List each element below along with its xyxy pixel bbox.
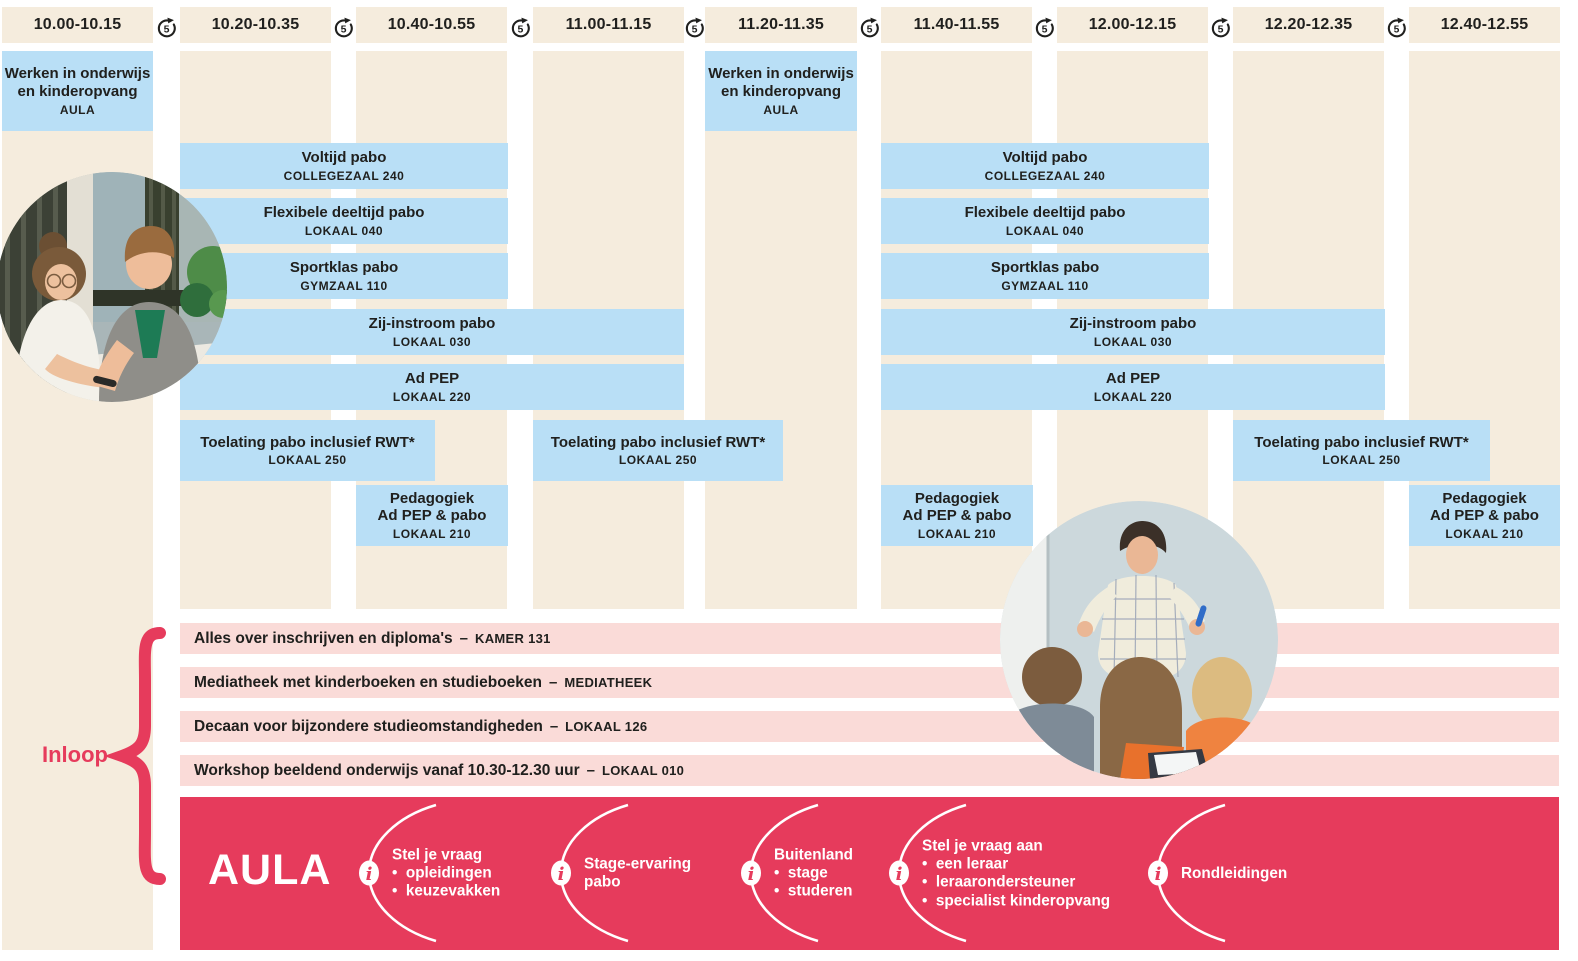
info-icon: i [365, 864, 373, 885]
students-photo [0, 172, 227, 402]
time-slot-label: 12.40-12.55 [1440, 16, 1529, 33]
session-block-werken-2 [705, 51, 857, 131]
rotate-5min-icon [509, 16, 532, 39]
dash-separator: – [549, 718, 559, 735]
time-slot-header [1057, 7, 1208, 43]
session-block-toelating-2 [533, 420, 783, 481]
aula-bullet: • specialist kinderopvang [922, 892, 1110, 910]
aula-bullet: • stage [774, 864, 853, 882]
session-title: Pedagogiek [389, 489, 475, 507]
session-block-voltijd-1 [180, 143, 508, 189]
transition-minutes: 5 [517, 23, 524, 36]
time-slot-label: 12.20-12.35 [1264, 16, 1353, 33]
inloop-row [180, 623, 1559, 654]
session-block-toelating-3 [1233, 420, 1490, 481]
inloop-row-title: Decaan voor bijzondere studieomstandigheden [194, 717, 543, 735]
time-slot-header [705, 7, 857, 43]
session-title: Toelating pabo inclusief RWT* [1254, 433, 1469, 451]
session-block-zijinstroom-1 [180, 309, 684, 355]
aula-item-bullets [922, 855, 1110, 910]
session-location: AULA [59, 102, 96, 117]
session-location: LOKAAL 210 [392, 527, 472, 542]
session-block-flexibel-2 [881, 198, 1209, 244]
inloop-row [180, 755, 1559, 786]
inloop-row-location: LOKAAL 010 [601, 763, 685, 778]
session-location: LOKAAL 040 [1005, 223, 1085, 238]
session-block-adpep-2 [881, 364, 1385, 410]
transition-minutes: 5 [340, 23, 347, 36]
session-title: Sportklas pabo [289, 259, 399, 277]
session-location: LOKAAL 220 [1093, 389, 1173, 404]
aula-bullet: • leraarondersteuner [922, 874, 1110, 892]
session-block-sportklas-1 [180, 253, 508, 299]
session-title: Pedagogiek [1442, 489, 1527, 507]
session-title: Werken in onderwijs en kinderopvang [4, 65, 151, 100]
aula-item-text [774, 846, 853, 901]
session-location: LOKAAL 030 [392, 334, 472, 349]
session-block-toelating-1 [180, 420, 435, 481]
session-location: COLLEGEZAAL 240 [283, 168, 405, 183]
session-location: LOKAAL 250 [618, 453, 698, 468]
students-photo-illustration [0, 172, 227, 402]
session-title: Werken in onderwijs en kinderopvang [708, 65, 854, 100]
info-icon: i [1154, 864, 1162, 885]
transition-minutes: 5 [1041, 23, 1048, 36]
aula-title: AULA [208, 846, 332, 894]
aula-item-text [584, 855, 704, 892]
time-slot-label: 12.00-12.15 [1088, 16, 1177, 33]
time-slot-label: 11.00-11.15 [565, 16, 652, 33]
transition-minutes: 5 [1393, 23, 1400, 36]
transition-minutes: 5 [691, 23, 698, 36]
time-slot-label: 10.20-10.35 [211, 16, 300, 33]
rotate-5min-icon [155, 16, 178, 39]
time-slot-header [533, 7, 684, 43]
classroom-photo-illustration [1000, 501, 1278, 779]
session-block-pedagogiek-3 [1409, 485, 1560, 546]
inloop-brace [104, 626, 168, 886]
session-block-voltijd-2 [881, 143, 1209, 189]
time-slot-header [356, 7, 507, 43]
session-block-flexibel-1 [180, 198, 508, 244]
session-title: Ad PEP [1105, 370, 1161, 388]
rotate-5min-icon [683, 16, 706, 39]
aula-bullet: • keuzevakken [392, 883, 500, 901]
column-bg-5 [705, 51, 857, 609]
inloop-row-title: Workshop beeldend onderwijs vanaf 10.30-12.30 uur [194, 761, 580, 779]
session-location: COLLEGEZAAL 240 [984, 168, 1106, 183]
inloop-row [180, 711, 1559, 742]
info-icon: i [747, 864, 755, 885]
inloop-row-location: LOKAAL 126 [565, 719, 648, 734]
time-slot-label: 10.40-10.55 [387, 16, 476, 33]
rotate-5min-icon [858, 16, 881, 39]
session-location: LOKAAL 250 [1322, 453, 1401, 468]
session-title: Pedagogiek [914, 489, 1000, 507]
time-slot-label: 11.20-11.35 [738, 16, 824, 33]
dash-separator: – [586, 762, 595, 779]
session-title: Toelating pabo inclusief RWT* [200, 433, 415, 451]
inloop-row-title: Alles over inschrijven en diploma's [194, 629, 453, 647]
dash-separator: – [459, 630, 469, 647]
inloop-label: Inloop [42, 742, 108, 767]
session-title: Sportklas pabo [990, 259, 1100, 277]
time-slot-label: 10.00-10.15 [33, 16, 122, 33]
time-slot-label: 11.40-11.55 [913, 16, 1000, 33]
session-title: Ad PEP [404, 370, 460, 388]
time-slot-header [881, 7, 1032, 43]
session-location: LOKAAL 250 [268, 453, 347, 468]
time-slot-header [180, 7, 331, 43]
session-title: Flexibele deeltijd pabo [263, 204, 425, 222]
aula-item-text [922, 837, 1110, 910]
session-title: Toelating pabo inclusief RWT* [550, 433, 766, 451]
session-block-sportklas-2 [881, 253, 1209, 299]
session-title-line2: Ad PEP & pabo [377, 507, 487, 525]
aula-item-bullets [392, 864, 500, 901]
classroom-photo [1000, 501, 1278, 779]
rotate-5min-icon [1033, 16, 1056, 39]
aula-item-heading: Rondleidingen [1181, 864, 1288, 882]
inloop-row-location: MEDIATHEEK [564, 675, 653, 690]
session-location: LOKAAL 210 [1445, 527, 1524, 542]
aula-item-heading: Stage-ervaring pabo [584, 855, 692, 891]
session-title-line2: Ad PEP & pabo [1430, 507, 1539, 525]
session-location: LOKAAL 030 [1093, 334, 1173, 349]
transition-minutes: 5 [163, 23, 170, 36]
session-block-pedagogiek-1 [356, 485, 508, 546]
inloop-row [180, 667, 1559, 698]
info-icon: i [895, 864, 903, 885]
transition-minutes: 5 [1217, 23, 1224, 36]
rotate-5min-icon [1209, 16, 1232, 39]
aula-item-text [1181, 864, 1287, 882]
session-block-zijinstroom-2 [881, 309, 1385, 355]
dash-separator: – [549, 674, 558, 691]
session-block-werken-1 [2, 51, 153, 131]
info-icon: i [557, 864, 565, 885]
time-slot-header [1409, 7, 1560, 43]
aula-bullet: • opleidingen [392, 864, 500, 882]
session-location: LOKAAL 040 [304, 223, 384, 238]
session-location: LOKAAL 210 [917, 527, 997, 542]
session-title: Flexibele deeltijd pabo [964, 204, 1126, 222]
aula-item-heading: Stel je vraag aan [922, 836, 1043, 854]
session-title: Voltijd pabo [1002, 149, 1088, 167]
inloop-row-location: KAMER 131 [475, 631, 551, 646]
session-location: AULA [763, 102, 799, 117]
aula-bullet: • een leraar [922, 855, 1110, 873]
session-title: Voltijd pabo [301, 149, 387, 167]
aula-bullet: • studeren [774, 883, 853, 901]
session-location: GYMZAAL 110 [300, 278, 388, 293]
session-title-line2: Ad PEP & pabo [902, 507, 1012, 525]
session-location: GYMZAAL 110 [1001, 278, 1089, 293]
rotate-5min-icon [1385, 16, 1408, 39]
aula-bar [180, 797, 1559, 950]
aula-item-bullets [774, 864, 853, 901]
inloop-row-title: Mediatheek met kinderboeken en studieboeken [194, 673, 542, 691]
session-title: Zij-instroom pabo [1069, 315, 1197, 333]
rotate-5min-icon [332, 16, 355, 39]
aula-item-heading: Stel je vraag [392, 845, 483, 863]
aula-item-heading: Buitenland [774, 845, 854, 863]
session-block-pedagogiek-2 [881, 485, 1033, 546]
transition-minutes: 5 [866, 23, 873, 36]
session-title: Zij-instroom pabo [368, 315, 496, 333]
session-block-adpep-1 [180, 364, 684, 410]
time-slot-header [1233, 7, 1384, 43]
time-slot-header [2, 7, 153, 43]
session-location: LOKAAL 220 [392, 389, 472, 404]
aula-item-text [392, 846, 500, 901]
